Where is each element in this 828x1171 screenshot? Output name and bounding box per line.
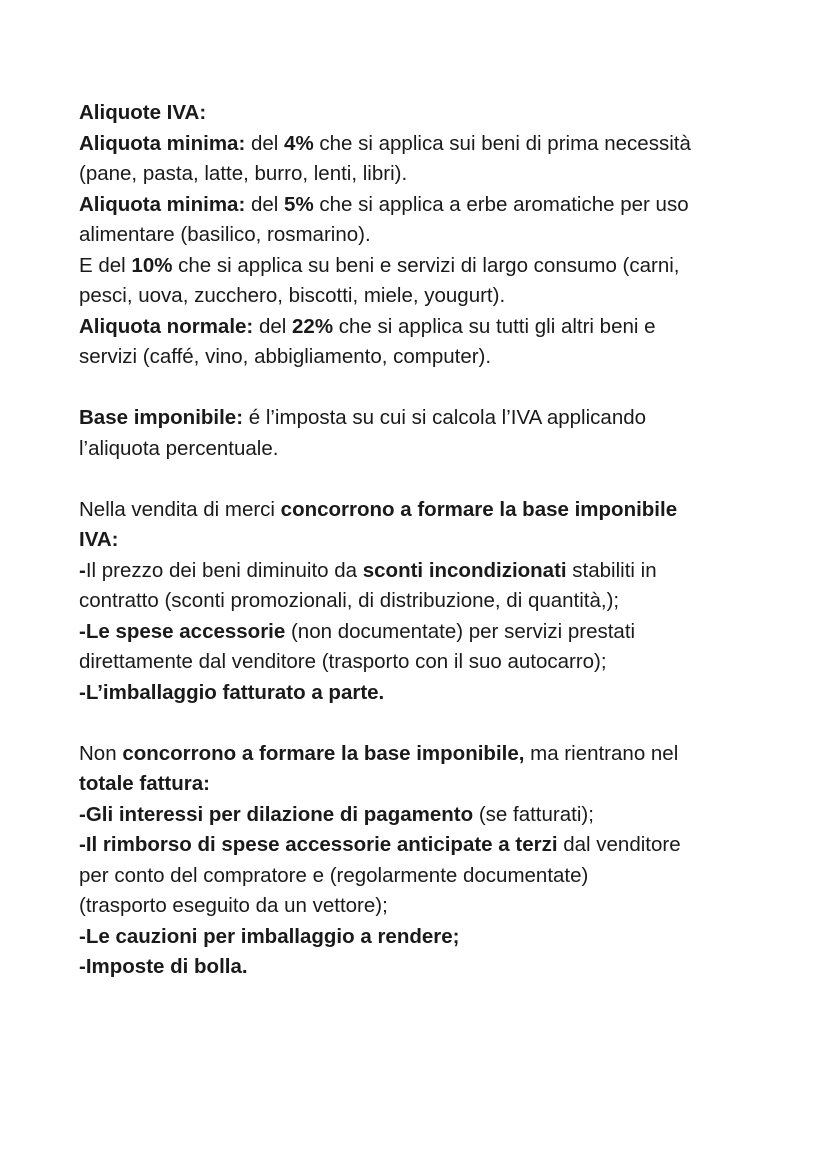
text-fragment: dal venditore [557, 833, 681, 856]
iva-rates-section [79, 98, 779, 373]
text-fragment: che si applica su tutti gli altri beni e [333, 314, 656, 338]
text-fragment: (se fatturati); [473, 802, 594, 826]
taxable-base-line-2: l’aliquota percentuale. [79, 436, 279, 460]
bold-fragment: -Il rimborso di spese accessorie anticipate a terzi [79, 833, 558, 856]
included-item-packaging [79, 678, 779, 709]
included-item-expenses [79, 617, 779, 648]
bold-fragment: -L’imballaggio fatturato a parte. [79, 680, 385, 704]
excluded-item-interest [79, 800, 779, 831]
minimum-rate-5-examples: alimentare (basilico, rosmarino). [79, 223, 371, 246]
included-intro-line-2 [79, 525, 779, 556]
text-fragment: Nella vendita di merci [79, 497, 281, 521]
excluded-intro-bold: concorrono a formare la base imponibile, [122, 741, 525, 765]
text-fragment: del [253, 314, 293, 338]
normal-rate-label: Aliquota normale: [79, 314, 254, 338]
bold-fragment: -Gli interessi per dilazione di pagamento [79, 802, 474, 826]
included-intro-bold: concorrono a formare la base imponibile [280, 497, 678, 521]
normal-rate-line [79, 312, 779, 343]
rate-value: 5% [284, 192, 314, 216]
paragraph-gap [79, 708, 779, 739]
text-fragment: (non documentate) per servizi prestati [285, 619, 636, 643]
included-item-expenses-line-2: direttamente dal venditore (trasporto con il suo autocarro); [79, 650, 607, 673]
excluded-item-deposits [79, 922, 779, 953]
bold-fragment: -Le cauzioni per imballaggio a rendere; [79, 924, 460, 948]
excluded-items-section [79, 739, 779, 983]
taxable-base-line [79, 403, 779, 434]
paragraph-gap [79, 464, 779, 495]
text-fragment: che si applica sui beni di prima necessità [313, 131, 691, 155]
excluded-item-stamp-duty [79, 952, 779, 983]
text-fragment: che si applica a erbe aromatiche per uso [313, 192, 689, 216]
minimum-rate-4-line [79, 129, 779, 160]
minimum-rate-label: Aliquota minima: [79, 192, 246, 216]
excluded-intro-line [79, 739, 779, 770]
paragraph-gap [79, 373, 779, 404]
text-fragment: che si applica su beni e servizi di largo consumo (carni, [172, 253, 680, 277]
included-item-price [79, 556, 779, 587]
included-item-price-line-2: contratto (sconti promozionali, di distribuzione, di quantità,); [79, 589, 620, 612]
document-page [79, 98, 779, 983]
included-intro-bold: IVA: [79, 528, 119, 551]
text-fragment: E del [79, 253, 132, 277]
excluded-item-reimbursement [79, 830, 779, 861]
bold-fragment: sconti incondizionati [362, 558, 567, 582]
minimum-rate-5-line [79, 190, 779, 221]
minimum-rate-label: Aliquota minima: [79, 131, 246, 155]
reduced-rate-10-examples: pesci, uova, zucchero, biscotti, miele, yougurt). [79, 284, 506, 307]
text-fragment: ma rientrano nel [524, 741, 679, 765]
rate-value: 4% [284, 131, 314, 155]
iva-heading [79, 98, 779, 129]
iva-heading-text: Aliquote IVA: [79, 101, 207, 124]
rate-value: 22% [292, 314, 334, 338]
taxable-base-section [79, 403, 779, 464]
text-fragment: Non [79, 741, 123, 765]
normal-rate-examples: servizi (caffé, vino, abbigliamento, computer). [79, 345, 492, 368]
text-fragment: del [245, 192, 285, 216]
bold-fragment: -Le spese accessorie [79, 619, 286, 643]
taxable-base-label: Base imponibile: [79, 406, 244, 429]
excluded-item-reimbursement-line-2: per conto del compratore e (regolarmente documentate) [79, 863, 589, 887]
excluded-item-reimbursement-line-3: (trasporto eseguito da un vettore); [79, 894, 388, 917]
excluded-intro-bold: totale fattura: [79, 772, 210, 795]
bold-fragment: -Imposte di bolla. [79, 955, 248, 978]
text-fragment: stabiliti in [566, 558, 657, 582]
text-fragment: Il prezzo dei beni diminuito da [85, 558, 363, 582]
minimum-rate-4-examples: (pane, pasta, latte, burro, lenti, libri). [79, 162, 408, 185]
included-intro-line [79, 495, 779, 526]
excluded-intro-line-2 [79, 769, 779, 800]
text-fragment: é l’imposta su cui si calcola l’IVA applicando [243, 406, 647, 429]
included-items-section [79, 495, 779, 709]
rate-value: 10% [131, 253, 173, 277]
dash: - [79, 558, 86, 582]
reduced-rate-10-line [79, 251, 779, 282]
text-fragment: del [245, 131, 285, 155]
